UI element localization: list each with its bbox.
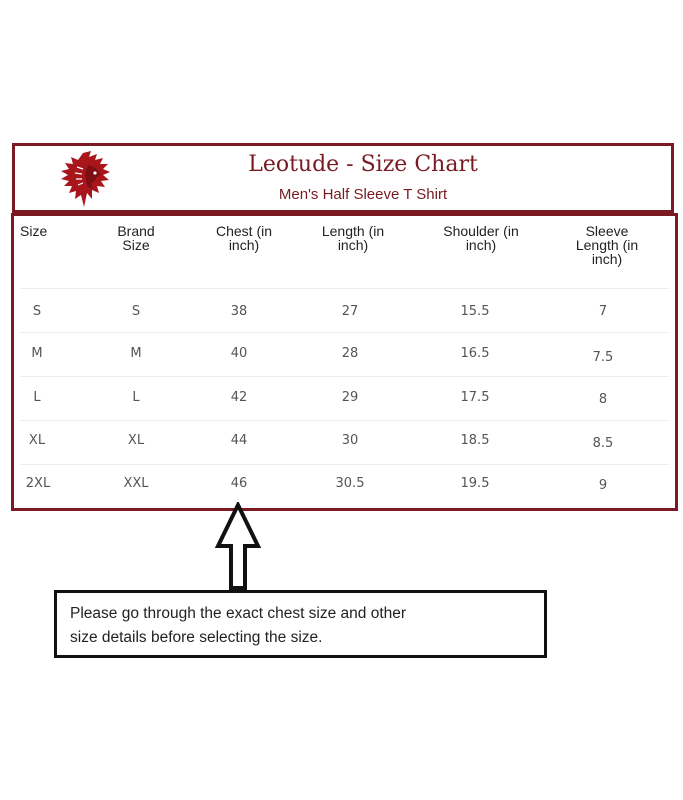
column-header-sleeve xyxy=(549,224,665,266)
column-header-line: Brand xyxy=(117,223,155,239)
table-cell: 7 xyxy=(598,304,608,319)
table-cell: M xyxy=(130,346,142,361)
table-cell: 42 xyxy=(230,390,248,405)
column-header-shoulder xyxy=(416,224,546,252)
column-header-line: Length (in xyxy=(321,223,385,239)
size-table xyxy=(11,213,678,511)
row-divider xyxy=(20,464,669,465)
column-header-line: Shoulder (in xyxy=(443,223,519,239)
size-note xyxy=(54,590,547,658)
table-cell: S xyxy=(32,304,42,319)
table-cell: 30 xyxy=(341,433,359,448)
table-cell: 46 xyxy=(230,476,248,491)
row-divider xyxy=(20,332,669,333)
table-cell: L xyxy=(132,390,140,405)
table-cell: 7.5 xyxy=(592,350,614,365)
column-header-line: Size xyxy=(20,223,48,239)
table-cell: 19.5 xyxy=(460,476,490,491)
table-cell: 8.5 xyxy=(592,436,614,451)
column-header-line: inch) xyxy=(337,237,369,253)
table-cell: 29 xyxy=(341,390,359,405)
table-cell: 17.5 xyxy=(460,390,490,405)
table-cell: 2XL xyxy=(25,476,51,491)
table-cell: M xyxy=(31,346,43,361)
column-header-line: inch) xyxy=(591,251,623,267)
table-cell: 16.5 xyxy=(460,346,490,361)
chart-subtitle: Men's Half Sleeve T Shirt xyxy=(278,186,448,203)
table-cell: 30.5 xyxy=(335,476,365,491)
chart-title: Leotude - Size Chart xyxy=(248,152,478,177)
up-arrow-icon xyxy=(214,502,262,590)
table-cell: 27 xyxy=(341,304,359,319)
row-divider xyxy=(20,376,669,377)
table-cell: XXL xyxy=(123,476,149,491)
column-header-line: inch) xyxy=(228,237,260,253)
table-cell: 44 xyxy=(230,433,248,448)
table-cell: XL xyxy=(28,433,46,448)
table-cell: 38 xyxy=(230,304,248,319)
table-cell: 9 xyxy=(598,478,608,493)
table-cell: 28 xyxy=(341,346,359,361)
column-header-brand-size xyxy=(86,224,186,252)
column-header-line: Length (in xyxy=(575,237,639,253)
table-cell: XL xyxy=(127,433,145,448)
note-line-1: Please go through the exact chest size and other xyxy=(70,605,407,622)
row-divider xyxy=(20,288,669,289)
row-divider xyxy=(20,420,669,421)
size-chart-header xyxy=(12,143,674,213)
column-header-line: inch) xyxy=(465,237,497,253)
table-cell: 40 xyxy=(230,346,248,361)
table-cell: 15.5 xyxy=(460,304,490,319)
note-line-2: size details before selecting the size. xyxy=(70,629,323,646)
column-header-line: Sleeve xyxy=(585,223,629,239)
column-header-chest xyxy=(189,224,299,252)
table-cell: 18.5 xyxy=(460,433,490,448)
column-header-length xyxy=(298,224,408,252)
table-cell: 8 xyxy=(598,392,608,407)
table-cell: L xyxy=(33,390,41,405)
column-header-line: Chest (in xyxy=(215,223,273,239)
column-header-size xyxy=(20,224,60,238)
column-header-line: Size xyxy=(122,237,150,253)
table-cell: S xyxy=(131,304,141,319)
